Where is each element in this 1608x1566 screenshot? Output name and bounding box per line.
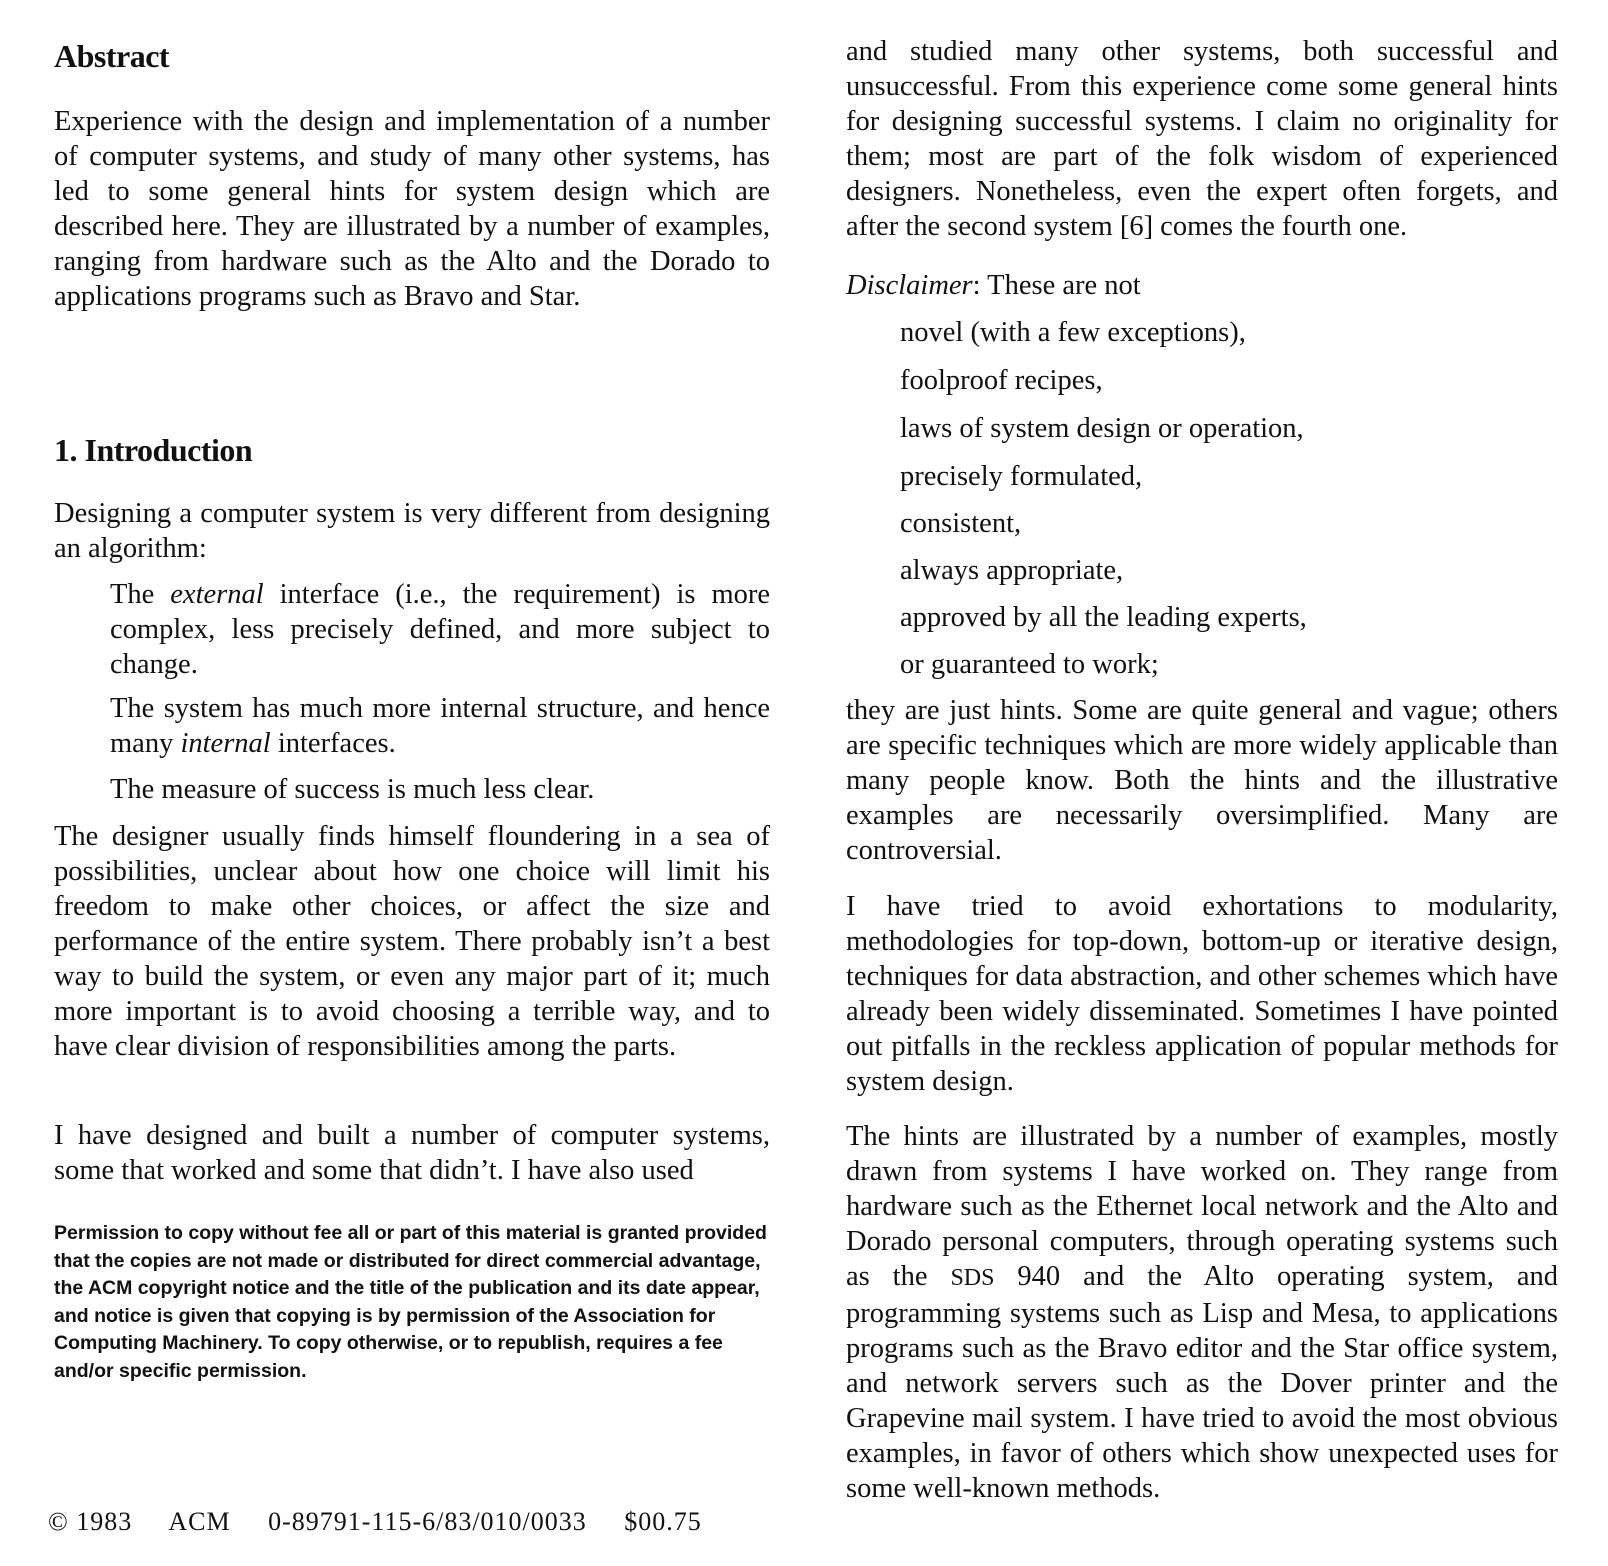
disclaimer-item: or guaranteed to work; — [900, 649, 1159, 680]
abstract-heading: Abstract — [54, 38, 170, 74]
right-paragraph-2: they are just hints. Some are quite general and vague; others are specific techniques which are more widely applicable than many people know. Both the hints and the illustrative examples are necessarily oversimplified. Many are controversial. — [846, 695, 1558, 866]
introduction-heading: 1. Introduction — [54, 432, 253, 468]
intro-paragraph-2: The designer usually finds himself floundering in a sea of possibilities, unclear about how one choice will limit his freedom to make other choices, or affect the size and performance of the entire system. There probably isn’t a best way to build the system, or even any major part of it; much more important is to avoid choosing a terrible way, and to have clear division of responsibilities among the parts. — [54, 821, 770, 1062]
permission-notice: Permission to copy without fee all or part of this material is granted provided that the copies are not made or distributed for direct commercial advantage, the ACM copyright notice and the title of the publication and its date appear, and notice is given that copying is by permission of the Association for Computing Machinery. To copy otherwise, or to republish, requires a fee and/or specific permission. — [54, 1222, 767, 1382]
disclaimer-item: approved by all the leading experts, — [900, 602, 1307, 633]
copyright-code: 0-89791-115-6/83/010/0033 — [268, 1507, 587, 1536]
disclaimer-item: always appropriate, — [900, 555, 1124, 586]
copyright-line — [48, 1507, 732, 1537]
copyright-price: $00.75 — [624, 1507, 702, 1536]
disclaimer-item: precisely formulated, — [900, 461, 1143, 492]
intro-list-item-3: The measure of success is much less clear. — [110, 774, 595, 805]
intro-list-item-1: The external interface (i.e., the requirement) is more complex, less precisely defined, and more subject to change. — [110, 579, 770, 680]
disclaimer-line: Disclaimer: These are not — [846, 270, 1141, 301]
right-paragraph-1: and studied many other systems, both successful and unsuccessful. From this experience come some general hints for designing successful systems. I claim no originality for them; most are part of the folk wisdom of experienced designers. Nonetheless, even the expert often forgets, and after the second system [6] comes the fourth one. — [846, 36, 1558, 242]
intro-list-item-2: The system has much more internal structure, and hence many internal interfaces. — [110, 693, 770, 759]
intro-paragraph-1: Designing a computer system is very different from designing an algorithm: — [54, 498, 770, 564]
copyright-year: © 1983 — [48, 1507, 133, 1536]
right-paragraph-3: I have tried to avoid exhortations to modularity, methodologies for top-down, bottom-up or iterative design, techniques for data abstraction, and other schemes which have already been widely disseminated. Sometimes I have pointed out pitfalls in the reckless application of popular methods for system design. — [846, 891, 1558, 1097]
copyright-org: ACM — [168, 1507, 231, 1536]
disclaimer-item: consistent, — [900, 508, 1022, 539]
intro-paragraph-3: I have designed and built a number of computer systems, some that worked and some that didn’t. I have also used — [54, 1120, 770, 1186]
disclaimer-item: foolproof recipes, — [900, 365, 1103, 396]
disclaimer-item: laws of system design or operation, — [900, 413, 1304, 444]
abstract-paragraph: Experience with the design and implementation of a number of computer systems, and study of many other systems, has led to some general hints for system design which are described here. They are illustrated by a number of examples, ranging from hardware such as the Alto and the Dorado to applications programs such as Bravo and Star. — [54, 106, 770, 312]
disclaimer-item: novel (with a few exceptions), — [900, 317, 1246, 348]
right-paragraph-4: The hints are illustrated by a number of examples, mostly drawn from systems I have worked on. They range from hardware such as the Ethernet local network and the Alto and Dorado personal computers, through operating systems such as the SDS 940 and the Alto operating system, and programming systems such as Lisp and Mesa, to applications programs such as the Bravo editor and the Star office system, and network servers such as the Dover printer and the Grapevine mail system. I have tried to avoid the most obvious examples, in favor of others which show unexpected uses for some well-known methods. — [846, 1121, 1558, 1504]
